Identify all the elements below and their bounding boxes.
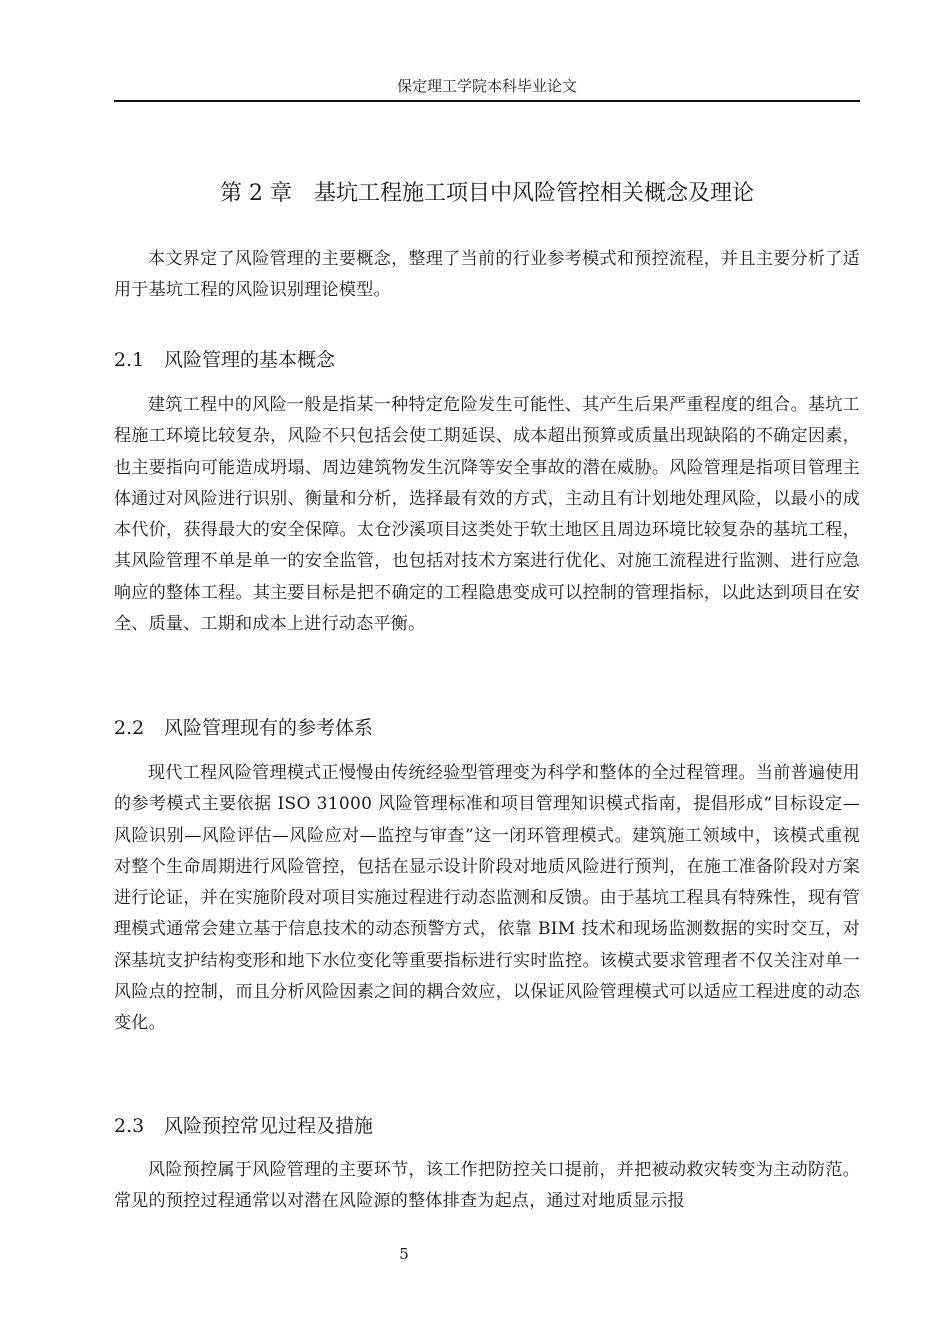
- section-number: 2.1: [114, 349, 145, 371]
- section-heading-2-2: [114, 714, 860, 742]
- section-title: 风险管理的基本概念: [164, 349, 336, 371]
- section-2-1-paragraph: 建筑工程中的风险一般是指某一种特定危险发生可能性、其产生后果严重程度的组合。基坑工程施工环境比较复杂，风险不只包括会使工期延误、成本超出预算或质量出现缺陷的不确定因素，也主要指向可能造成坍塌、周边建筑物发生沉降等安全事故的潜在威胁。风险管理是指项目管理主体通过对风险进行识别、衡量和分析，选择最有效的方式，主动且有计划地处理风险，以最小的成本代价，获得最大的安全保障。太仓沙溪项目这类处于软土地区且周边环境比较复杂的基坑工程，其风险管理不单是单一的安全监管，也包括对技术方案进行优化、对施工流程进行监测、进行应急响应的整体工程。其主要目标是把不确定的工程隐患变成可以控制的管理指标，以此达到项目在安全、质量、工期和成本上进行动态平衡。: [114, 395, 860, 635]
- section-2-3-paragraph: 风险预控属于风险管理的主要环节，该工作把防控关口提前，并把被动救灾转变为主动防范。常见的预控过程通常以对潜在风险源的整体排查为起点，通过对地质显示报: [114, 1160, 860, 1212]
- section-title: 风险管理现有的参考体系: [164, 717, 374, 739]
- header-rule: [114, 100, 860, 102]
- chapter-title: [114, 178, 860, 210]
- section-2-2-paragraph: 现代工程风险管理模式正慢慢由传统经验型管理变为科学和整体的全过程管理。当前普遍使用的参考模式主要依据 ISO 31000 风险管理标准和项目管理知识模式指南，提倡形成“目标设定—风险识别—风险评估—风险应对—监控与审查”这一闭环管理模式。建筑施工领域中，该模式重视对整个生命周期进行风险管控，包括在显示设计阶段对地质风险进行预判，在施工准备阶段对方案进行论证，并在实施阶段对项目实施过程进行动态监测和反馈。由于基坑工程具有特殊性，现有管理模式通常会建立基于信息技术的动态预警方式，依靠 BIM 技术和现场监测数据的实时交互，对深基坑支护结构变形和地下水位变化等重要指标进行实时监控。该模式要求管理者不仅关注对单一风险点的控制，而且分析风险因素之间的耦合效应，以保证风险管理模式可以适应工程进度的动态变化。: [114, 763, 860, 1034]
- section-heading-2-1: [114, 346, 860, 374]
- section-title: 风险预控常见过程及措施: [164, 1115, 374, 1137]
- intro-paragraph: 本文界定了风险管理的主要概念，整理了当前的行业参考模式和预控流程，并且主要分析了适用于基坑工程的风险识别理论模型。: [114, 249, 860, 301]
- section-heading-2-3: [114, 1112, 860, 1140]
- section-number: 2.2: [114, 717, 145, 739]
- chapter-number: 第 2 章: [220, 181, 292, 206]
- running-header: 保定理工学院本科毕业论文: [396, 77, 577, 95]
- chapter-title-text: 基坑工程施工项目中风险管控相关概念及理论: [313, 181, 754, 206]
- page-number: 5: [399, 1245, 409, 1263]
- section-number: 2.3: [114, 1115, 145, 1137]
